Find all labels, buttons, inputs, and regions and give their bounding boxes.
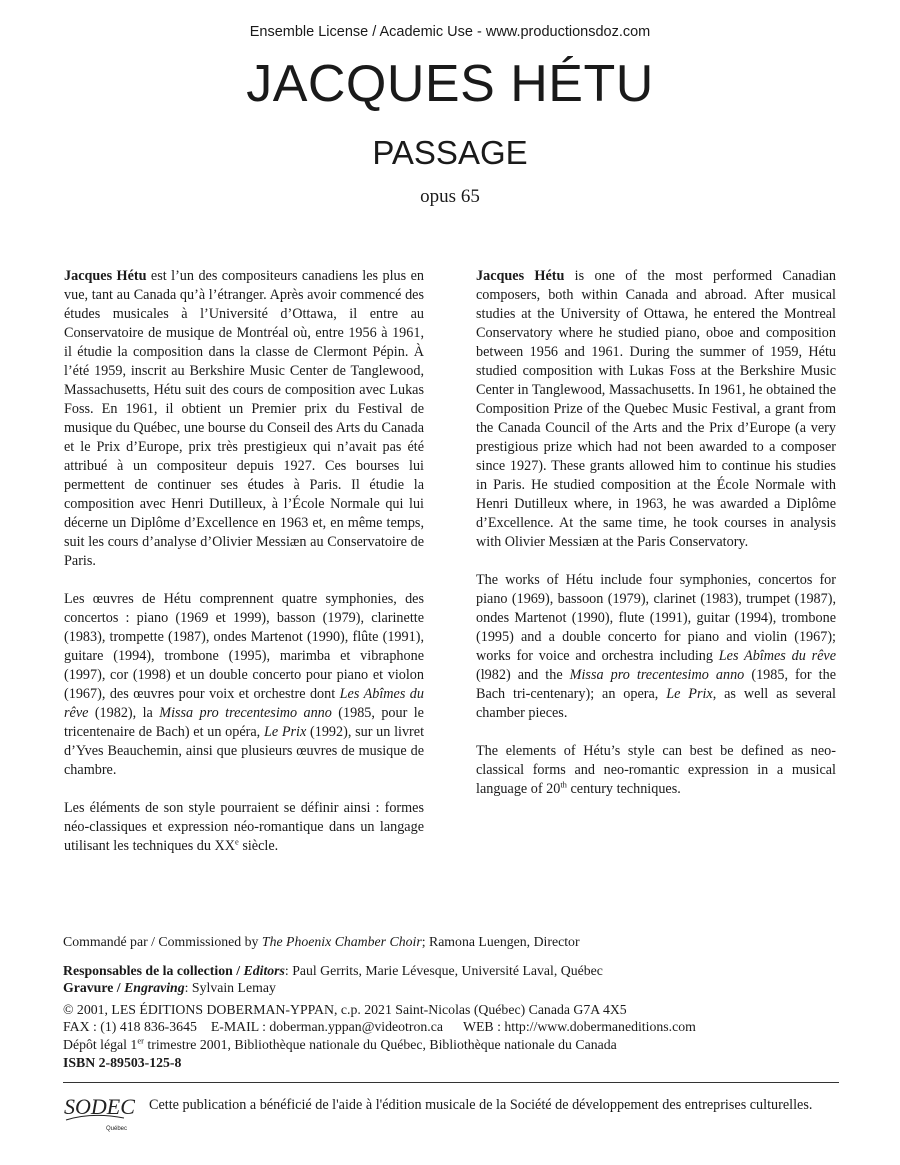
bio-en-name: Jacques Hétu	[476, 268, 565, 284]
biography-french	[64, 267, 424, 875]
sodec-logo	[62, 1092, 142, 1136]
sodec-logo-sub: Québec	[106, 1126, 128, 1132]
bio-fr-work-le-prix: Le Prix	[263, 724, 307, 740]
legal-deposit-b: trimestre 2001, Bibliothèque nationale du Québec, Bibliothèque nationale du Canada	[143, 1036, 617, 1052]
sodec-acknowledgement: Cette publication a bénéficié de l'aide à l'édition musicale de la Société de développement des entreprises culturelles.	[149, 1097, 813, 1113]
bio-en-p2-text-a: The works of Hétu include four symphonies, concertos for piano (1969), bassoon (1979), clarinet (1983), trumpet (1987), ondes Martenot (1990), flute (1991), guitar (1994), trombone (1995) and a double concerto for piano and violin (1967); works for voice and orchestra including	[476, 572, 836, 664]
engraving-value: : Sylvain Lemay	[184, 980, 276, 996]
editors-value: : Paul Gerrits, Marie Lévesque, Université Laval, Québec	[284, 962, 603, 978]
isbn-line	[63, 1054, 843, 1072]
bio-fr-name: Jacques Hétu	[64, 268, 147, 284]
engraving-label-en: Engraving	[124, 980, 185, 996]
credits-spacer	[63, 951, 843, 962]
opus-number: opus 65	[420, 186, 480, 207]
commission-suffix: ; Ramona Luengen, Director	[421, 934, 580, 949]
email-address: E-MAIL : doberman.yppan@videotron.ca	[210, 1019, 443, 1035]
bio-fr-p1-text: est l’un des compositeurs canadiens les plus en vue, tant au Canada qu’à l’étranger. Après avoir commencé des études musicales à l’Université d’Ottawa, il entre au Conservatoire de musique de Montréal où, entre 1956 à 1961, il étudie la composition dans la classe de Clermont Pépin. À l’été 1959, inscrit au Berkshire Music Center de Tanglewood, Massachusetts, Hétu suit des cours de composition avec Lukas Foss. En 1961, il obtient un Premier prix du Festival de musique du Québec, une bourse du Conseil des Arts du Canada et le Prix d’Europe, prix très prestigieux qui n’avait pas été attribué à un compositeur depuis 1927. Ces bourses lui permettent de continuer ses études à Paris. Il étudie la composition avec Henri Dutilleux, à l’École Normale qui lui décerne un Diplôme d’Excellence en 1963 et, en même temps, suit les cours d’analyse d’Olivier Messiæn au Conservatoire de Paris.	[64, 268, 424, 569]
bio-fr-p2-text-d: (1992), sur un livret d’Yves Beauchemin, ainsi que plusieurs œuvres de musique de chambre.	[64, 724, 425, 778]
bio-en-paragraph-2	[476, 571, 836, 723]
editors-label-en: Editors	[243, 962, 285, 978]
fax-number: FAX : (1) 418 836-3645	[63, 1019, 197, 1035]
bio-fr-paragraph-1	[64, 267, 424, 571]
bio-en-work-missa: Missa pro trecentesimo anno	[569, 667, 745, 683]
bio-fr-paragraph-3	[64, 799, 424, 856]
bio-en-paragraph-3	[476, 742, 836, 799]
bio-en-century-sup: th	[560, 779, 567, 790]
engraving-line	[63, 979, 843, 997]
bio-en-p2-text-b: (l982) and the	[476, 667, 570, 683]
engraving-label-fr: Gravure	[63, 980, 114, 996]
isbn-value: ISBN 2-89503-125-8	[63, 1054, 182, 1070]
copyright-line: © 2001, LES ÉDITIONS DOBERMAN-YPPAN, c.p. 2021 Saint-Nicolas (Québec) Canada G7A 4X5	[63, 1001, 627, 1017]
bio-en-work-le-prix: Le Prix	[666, 686, 713, 702]
editors-label-fr: Responsables de la collection	[63, 962, 233, 978]
editors-line	[63, 962, 843, 980]
biography-english	[476, 267, 836, 818]
bio-en-p3-text-b: century techniques.	[566, 781, 681, 797]
footer-divider	[63, 1082, 839, 1083]
sodec-logo-text: SODEC	[64, 1094, 135, 1119]
bio-fr-paragraph-2	[64, 590, 424, 780]
bio-en-work-abimes: Les Abîmes du rêve	[718, 648, 837, 664]
commission-line	[63, 933, 843, 951]
composer-name: JACQUES HÉTU	[246, 55, 654, 113]
bio-en-p2-text-c: (1985, for the Bach tri-centenary); an opera,	[476, 667, 836, 702]
bio-en-p1-text: is one of the most performed Canadian composers, both within Canada and abroad. After musical studies at the University of Ottawa, he entered the Montreal Conservatory where he studied piano, oboe and composition between 1956 and 1961. During the summer of 1959, Hétu studied composition with Lukas Foss at the Berkshire Music Center in Tanglewood, Massachusetts. In 1961, he obtained the Composition Prize of the Quebec Music Festival, a grant from the Canada Council of the Arts and the Prix d’Europe (a very prestigious prize which had not been awarded to a composer since 1927). These grants allowed him to continue his studies in Paris. He studied composition at the École Normale with Henri Dutilleux where, in 1963, he was awarded a Diplôme d’Excellence. At the same time, he took courses in analysis with Olivier Messiæn at the Paris Conservatory.	[476, 268, 836, 550]
work-title: PASSAGE	[372, 134, 528, 171]
contact-line	[63, 1018, 843, 1036]
engraving-separator: /	[113, 980, 125, 996]
publication-credits	[63, 933, 843, 1071]
bio-fr-p2-text-c: (1985, pour le tricentenaire de Bach) et un opéra,	[64, 705, 424, 740]
bio-fr-century-sup: e	[235, 836, 239, 847]
bio-en-p2-text-d: , as well as several chamber pieces.	[476, 686, 836, 721]
bio-en-p3-text-a: The elements of Hétu’s style can best be defined as neo-classical forms and neo-romantic expression in a musical language of 20	[476, 743, 836, 797]
bio-fr-work-abimes: Les Abîmes du rêve	[64, 686, 424, 721]
editors-separator: /	[232, 962, 244, 978]
bio-fr-p2-text-a: Les œuvres de Hétu comprennent quatre symphonies, des concertos : piano (1969 et 1999), basson (1979), clarinette (1983), trompette (1987), ondes Martenot (1990), flûte (1991), guitare (1994), trombone (1995), marimba et vibraphone (1997), cor (1998) et un double concerto pour piano et violon (1967), des œuvres pour voix et orchestre dont	[64, 591, 424, 702]
bio-fr-p3-text-a: Les éléments de son style pourraient se définir ainsi : formes néo-classiques et expression néo-romantique dans un langage utilisant les techniques du XX	[64, 800, 424, 854]
bio-fr-work-missa: Missa pro trecentesimo anno	[159, 705, 332, 721]
license-line: Ensemble License / Academic Use - www.productionsdoz.com	[249, 24, 651, 40]
bio-fr-p3-text-b: siècle.	[238, 838, 279, 854]
legal-deposit-a: Dépôt légal 1	[63, 1036, 138, 1052]
bio-en-paragraph-1	[476, 267, 836, 552]
legal-deposit-line	[63, 1036, 843, 1054]
web-address: WEB : http://www.dobermaneditions.com	[462, 1019, 696, 1035]
commission-choir: The Phoenix Chamber Choir	[261, 934, 422, 949]
legal-deposit-sup: er	[137, 1035, 144, 1046]
commission-prefix: Commandé par / Commissioned by	[63, 934, 262, 949]
bio-fr-p2-text-b: (1982), la	[88, 705, 160, 721]
